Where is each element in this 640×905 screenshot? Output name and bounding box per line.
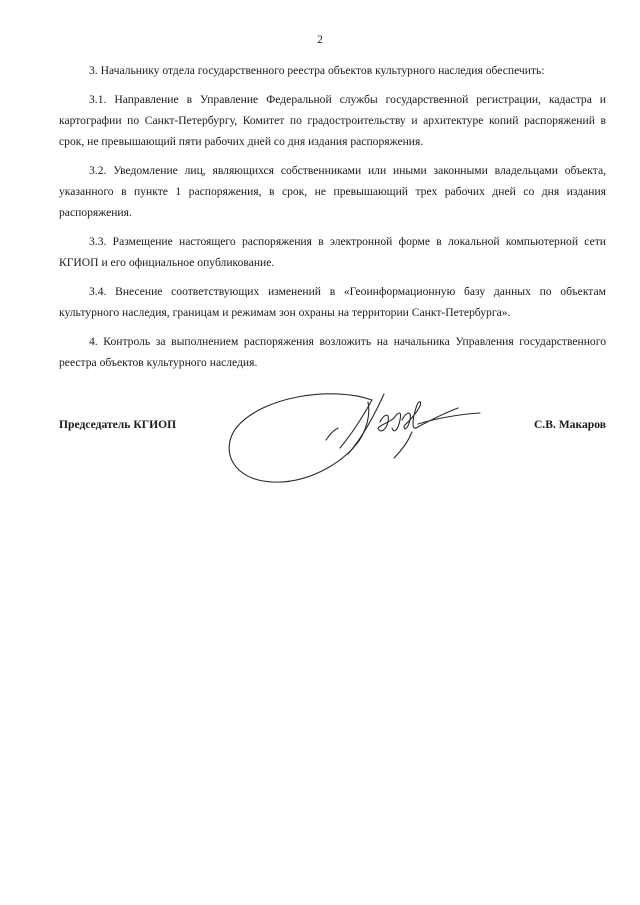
paragraph-3: 3. Начальнику отдела государственного реестра объектов культурного наследия обеспечить: <box>89 64 545 77</box>
paragraph-4: 4. Контроль за выполнением распоряжения возложить на начальника Управления государственного реестра объектов культурного наследия. <box>59 335 606 369</box>
signatory-name: С.В. Макаров <box>533 418 606 431</box>
signatory-title: Председатель КГИОП <box>59 418 177 431</box>
paragraph-3-1: 3.1. Направление в Управление Федеральной службы государственной регистрации, кадастра и картографии по Санкт-Петербургу, Комитет по градостроительству и архитектуре копий распоряжений в срок, не превышающий пяти рабочих дней со дня издания распоряжения. <box>59 93 606 148</box>
paragraph-3-2: 3.2. Уведомление лиц, являющихся собственниками или иными законными владельцами объекта, указанного в пункте 1 распоряжения, в срок, не превышающий трех рабочих дней со дня издания распоряжения. <box>59 164 606 219</box>
page-number: 2 <box>317 34 323 46</box>
handwritten-signature <box>222 388 484 488</box>
paragraph-3-3: 3.3. Размещение настоящего распоряжения в электронной форме в локальной компьютерной сети КГИОП и его официальное опубликование. <box>59 235 606 269</box>
paragraph-3-4: 3.4. Внесение соответствующих изменений в «Геоинформационную базу данных по объектам культурного наследия, границам и режимам зон охраны на территории Санкт-Петербурга». <box>59 285 606 319</box>
document-body <box>59 60 606 381</box>
